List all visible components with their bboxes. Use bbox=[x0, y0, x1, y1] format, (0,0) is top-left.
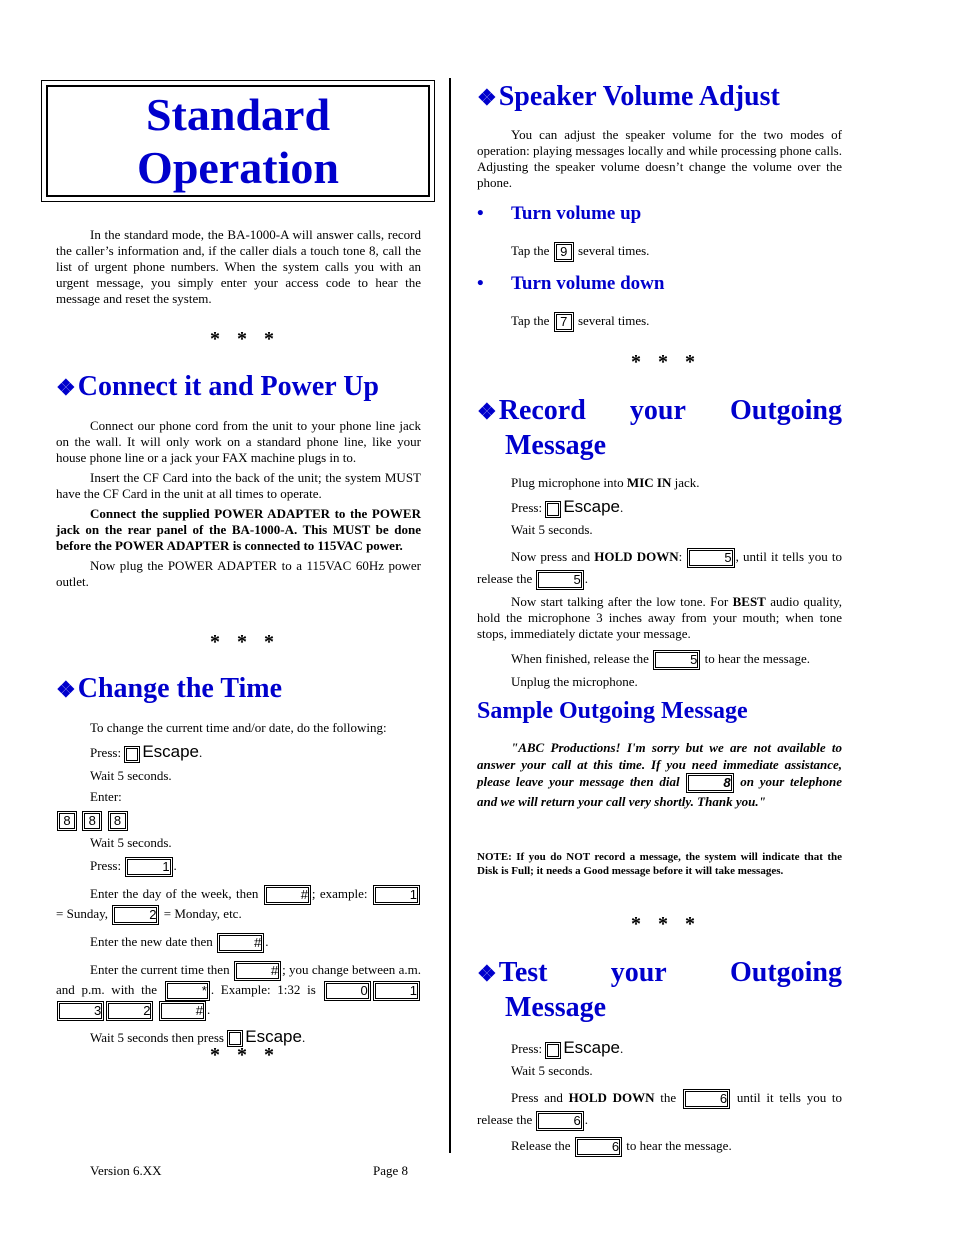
key-hash: # bbox=[234, 961, 281, 981]
key-8: 8 bbox=[82, 811, 102, 831]
time-wait: Wait 5 seconds. bbox=[90, 767, 172, 783]
connect-section bbox=[56, 418, 421, 590]
key-6: 6 bbox=[683, 1089, 730, 1109]
time-wait2: Wait 5 seconds. bbox=[90, 834, 172, 850]
sample-heading: Sample Outgoing Message bbox=[477, 698, 748, 724]
record-talk: Now start talking after the low tone. For BEST audio quality, hold the microphone 3 inches away from your mouth; when tone stops, immediately dictate your message. bbox=[477, 593, 842, 641]
page-title: Standard Operation bbox=[137, 89, 339, 193]
test-section bbox=[477, 1040, 842, 1157]
time-section bbox=[56, 720, 421, 1047]
key-star: * bbox=[165, 981, 210, 1001]
record-finish: When finished, release the 5 to hear the message. bbox=[477, 650, 842, 670]
connect-p2: Insert the CF Card into the back of the unit; the system MUST have the CF Card in the unit at all times to operate. bbox=[56, 470, 421, 501]
key-hash: # bbox=[159, 1001, 206, 1021]
escape-key-icon bbox=[545, 501, 561, 518]
connect-heading: ❖Connect it and Power Up bbox=[56, 371, 379, 402]
time-enter: Enter: bbox=[90, 788, 122, 804]
title-box bbox=[41, 80, 435, 202]
sample-quote: "ABC Productions! I'm sorry but we are not available to answer your call at this time. If you need immediate assistance, please leave your message then dial 8 on your telephone and we will return your call very shortly. Thank you." bbox=[477, 740, 842, 810]
key-2: 2 bbox=[112, 905, 159, 925]
diamond-icon: ❖ bbox=[477, 399, 497, 424]
key-0: 0 bbox=[324, 981, 371, 1001]
section-separator: * * * bbox=[210, 1044, 280, 1066]
key-1: 1 bbox=[373, 885, 420, 905]
volume-up-heading: • Turn volume up bbox=[477, 203, 642, 224]
key-1: 1 bbox=[125, 857, 172, 877]
section-separator: * * * bbox=[210, 631, 280, 653]
key-8: 8 bbox=[686, 773, 733, 793]
record-section bbox=[477, 475, 842, 690]
key-1: 1 bbox=[373, 981, 420, 1001]
key-7: 7 bbox=[554, 312, 574, 332]
time-intro: To change the current time and/or date, do the following: bbox=[90, 720, 387, 735]
escape-key-icon bbox=[124, 746, 140, 763]
key-hash: # bbox=[264, 885, 311, 905]
connect-p1: Connect our phone cord from the unit to your phone line jack on the wall. It will only work on a standard phone line, like your house phone line or a jack your FAX machine plugs in to. bbox=[56, 418, 421, 465]
test-heading: ❖Test your Outgoing Message bbox=[477, 957, 842, 1023]
record-hold: Now press and HOLD DOWN: 5 , until it tells you to release the 5 . bbox=[477, 546, 842, 590]
time-final: Wait 5 seconds then press Escape. bbox=[90, 1026, 306, 1046]
footer-version: Version 6.XX bbox=[90, 1163, 162, 1178]
test-wait: Wait 5 seconds. bbox=[511, 1062, 593, 1078]
time-date: Enter the new date then # . bbox=[56, 933, 421, 953]
section-separator: * * * bbox=[631, 351, 701, 373]
keys-888 bbox=[56, 811, 421, 831]
volume-down-text: Tap the 7 several times. bbox=[511, 312, 842, 332]
record-press: Press: Escape. bbox=[511, 497, 624, 516]
record-wait: Wait 5 seconds. bbox=[511, 521, 593, 537]
key-hash: # bbox=[217, 933, 264, 953]
volume-intro: You can adjust the speaker volume for the two modes of operation: playing messages locally and while processing phone calls. Adjusting the speaker volume doesn’t change the volume over the phone. bbox=[477, 127, 842, 190]
volume-up-text: Tap the 9 several times. bbox=[511, 242, 842, 262]
section-separator: * * * bbox=[210, 328, 280, 350]
diamond-icon: ❖ bbox=[477, 961, 497, 986]
diamond-icon: ❖ bbox=[56, 677, 76, 702]
time-time: Enter the current time then # ; you change between a.m. and p.m. with the * . Example: 1:32 is 0 13 2 # . bbox=[56, 961, 421, 1021]
connect-p3: Connect the supplied POWER ADAPTER to the POWER jack on the rear panel of the BA-1000-A. This MUST be done before the POWER ADAPTER is connected to 115VAC power. bbox=[56, 506, 421, 553]
volume-down-heading: • Turn volume down bbox=[477, 273, 665, 294]
key-6: 6 bbox=[575, 1137, 622, 1157]
key-5: 5 bbox=[687, 548, 734, 568]
key-2: 2 bbox=[106, 1001, 153, 1021]
section-separator: * * * bbox=[631, 913, 701, 935]
test-hold: Press and HOLD DOWN the 6 until it tells you to release the 6 . bbox=[477, 1087, 842, 1131]
column-divider bbox=[449, 78, 451, 1153]
record-unplug: Unplug the microphone. bbox=[511, 673, 638, 689]
diamond-icon: ❖ bbox=[56, 375, 76, 400]
key-3: 3 bbox=[57, 1001, 104, 1021]
key-6: 6 bbox=[536, 1111, 583, 1131]
time-press-1: Press: 1 . bbox=[56, 857, 421, 877]
key-5: 5 bbox=[536, 570, 583, 590]
diamond-icon: ❖ bbox=[477, 85, 497, 110]
time-press-escape: Press: Escape. bbox=[90, 742, 203, 761]
key-9: 9 bbox=[554, 242, 574, 262]
key-8: 8 bbox=[108, 811, 128, 831]
footer-page: Page 8 bbox=[373, 1163, 409, 1178]
sample-note: NOTE: If you do NOT record a message, the system will indicate that the Disk is Full; it needs a Good message before it will take messages. bbox=[477, 851, 842, 877]
record-plug: Plug microphone into MIC IN jack. bbox=[511, 475, 700, 490]
connect-p4: Now plug the POWER ADAPTER to a 115VAC 60Hz power outlet. bbox=[56, 558, 421, 589]
test-press: Press: Escape. bbox=[511, 1038, 624, 1057]
test-release: Release the 6 to hear the message. bbox=[477, 1137, 842, 1157]
record-heading: ❖Record your Outgoing Message bbox=[477, 395, 842, 461]
escape-key-icon bbox=[545, 1042, 561, 1059]
key-8: 8 bbox=[57, 811, 77, 831]
title-inner bbox=[46, 85, 430, 197]
time-dow: Enter the day of the week, then # ; example: 1 = Sunday, 2 = Monday, etc. bbox=[56, 885, 421, 925]
key-5: 5 bbox=[653, 650, 700, 670]
time-heading: ❖Change the Time bbox=[56, 673, 283, 704]
volume-heading: ❖Speaker Volume Adjust bbox=[477, 81, 780, 112]
intro-paragraph: In the standard mode, the BA-1000-A will answer calls, record the caller’s information and, if the caller dials a touch tone 8, call the list of urgent phone numbers. When the system calls you with an urgent message, you simply enter your access code to hear the message and reset the system. bbox=[56, 227, 421, 306]
